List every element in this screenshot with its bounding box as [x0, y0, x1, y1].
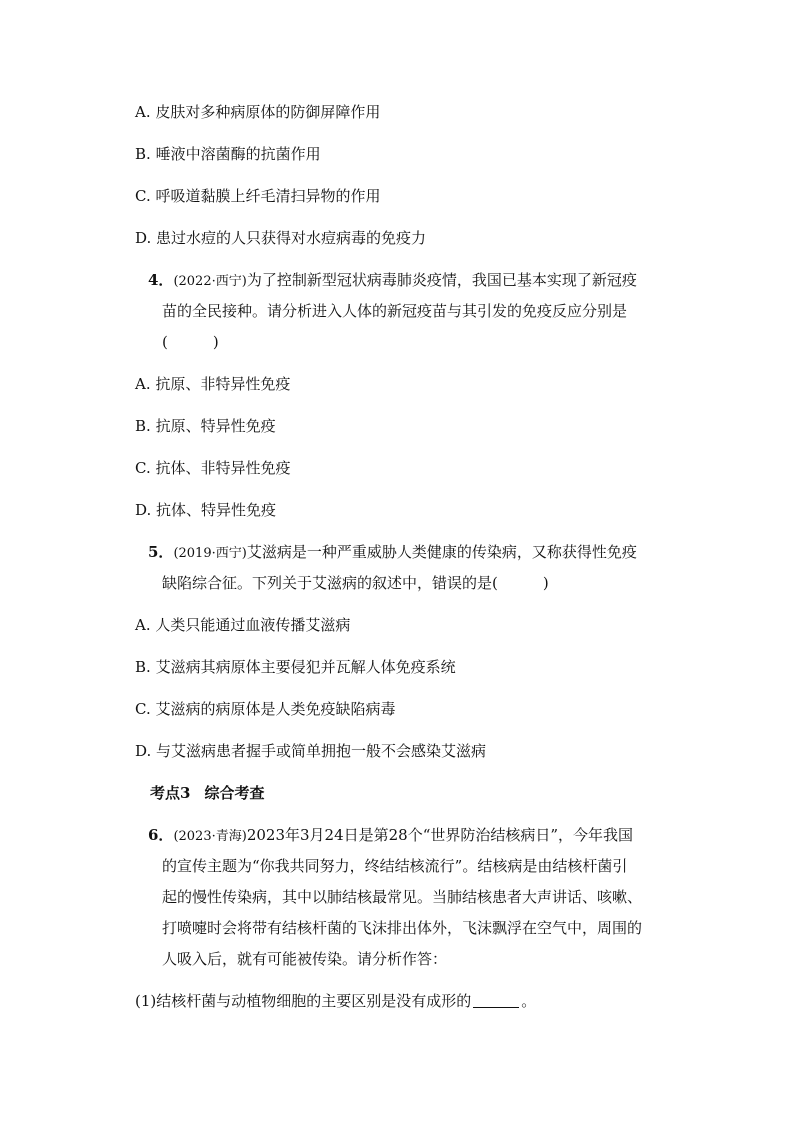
- question-6-line3: 起的慢性传染病，其中以肺结核最常见。当肺结核患者大声讲话、咳嗽、: [162, 888, 643, 906]
- option-letter: D.: [135, 742, 152, 760]
- option-letter: D.: [135, 229, 152, 247]
- option-letter: C.: [135, 459, 151, 477]
- question-5-stem: [148, 542, 637, 564]
- option-text: 皮肤对多种病原体的防御屏障作用: [155, 103, 381, 121]
- option-letter: A.: [135, 616, 151, 634]
- option-d: [135, 741, 486, 761]
- option-letter: A.: [135, 103, 151, 121]
- option-letter: D.: [135, 501, 152, 519]
- option-a: [135, 615, 350, 635]
- question-text: 2023年3月24日是第28个“世界防治结核病日”，今年我国: [246, 826, 634, 844]
- option-text: 患过水痘的人只获得对水痘病毒的免疫力: [156, 229, 427, 247]
- question-source: (2019·西宁): [173, 546, 247, 561]
- option-text: 艾滋病的病原体是人类免疫缺陷病毒: [155, 700, 396, 718]
- question-source: (2022·西宁): [173, 274, 247, 289]
- question-text: 艾滋病是一种严重威胁人类健康的传染病，又称获得性免疫: [246, 543, 637, 561]
- option-letter: A.: [135, 375, 151, 393]
- question-6-stem: [148, 825, 633, 847]
- option-letter: B.: [135, 145, 151, 163]
- option-letter: C.: [135, 700, 151, 718]
- question-6-line4: 打喷嚏时会将带有结核杆菌的飞沫排出体外，飞沫飘浮在空气中，周围的: [162, 919, 643, 937]
- sub-question-1: [135, 991, 536, 1011]
- option-text: 抗体、特异性免疫: [156, 501, 277, 519]
- question-source: (2023·青海): [173, 829, 247, 844]
- option-text: 抗原、特异性免疫: [155, 417, 276, 435]
- question-4-blank: ( ): [162, 333, 219, 351]
- option-c: [135, 699, 396, 719]
- question-number: 6．: [148, 826, 174, 844]
- option-c: [135, 458, 291, 478]
- option-letter: B.: [135, 417, 151, 435]
- option-text: 抗体、非特异性免疫: [155, 459, 291, 477]
- sub-question-end: 。: [521, 992, 537, 1010]
- option-text: 呼吸道黏膜上纤毛清扫异物的作用: [155, 187, 381, 205]
- option-text: 唾液中溶菌酶的抗菌作用: [155, 145, 321, 163]
- option-b: [135, 144, 321, 164]
- question-6-line2: 的宣传主题为“你我共同努力，终结结核流行”。结核病是由结核杆菌引: [162, 857, 628, 875]
- option-c: [135, 186, 381, 206]
- question-4-line2: 苗的全民接种。请分析进入人体的新冠疫苗与其引发的免疫反应分别是: [162, 302, 628, 320]
- question-number: 4．: [148, 271, 174, 289]
- option-d: [135, 228, 426, 248]
- section-heading: [150, 783, 264, 803]
- section-label: 考点3: [150, 784, 191, 802]
- option-text: 抗原、非特异性免疫: [155, 375, 291, 393]
- question-4-stem: [148, 270, 637, 292]
- answer-blank[interactable]: [473, 1006, 519, 1008]
- sub-question-text: (1)结核杆菌与动植物细胞的主要区别是没有成形的: [135, 992, 472, 1010]
- option-letter: B.: [135, 658, 151, 676]
- option-a: [135, 374, 290, 394]
- question-6-line5: 人吸入后，就有可能被传染。请分析作答：: [162, 950, 448, 968]
- question-5-line2: 缺陷综合征。下列关于艾滋病的叙述中，错误的是( ): [162, 574, 549, 592]
- question-text: 为了控制新型冠状病毒肺炎疫情，我国已基本实现了新冠疫: [246, 271, 637, 289]
- option-text: 艾滋病其病原体主要侵犯并瓦解人体免疫系统: [155, 658, 456, 676]
- option-b: [135, 416, 276, 436]
- option-text: 人类只能通过血液传播艾滋病: [155, 616, 351, 634]
- question-number: 5．: [148, 543, 174, 561]
- option-d: [135, 500, 276, 520]
- option-text: 与艾滋病患者握手或简单拥抱一般不会感染艾滋病: [156, 742, 487, 760]
- option-a: [135, 102, 380, 122]
- option-letter: C.: [135, 187, 151, 205]
- section-title: 综合考查: [204, 784, 265, 802]
- option-b: [135, 657, 456, 677]
